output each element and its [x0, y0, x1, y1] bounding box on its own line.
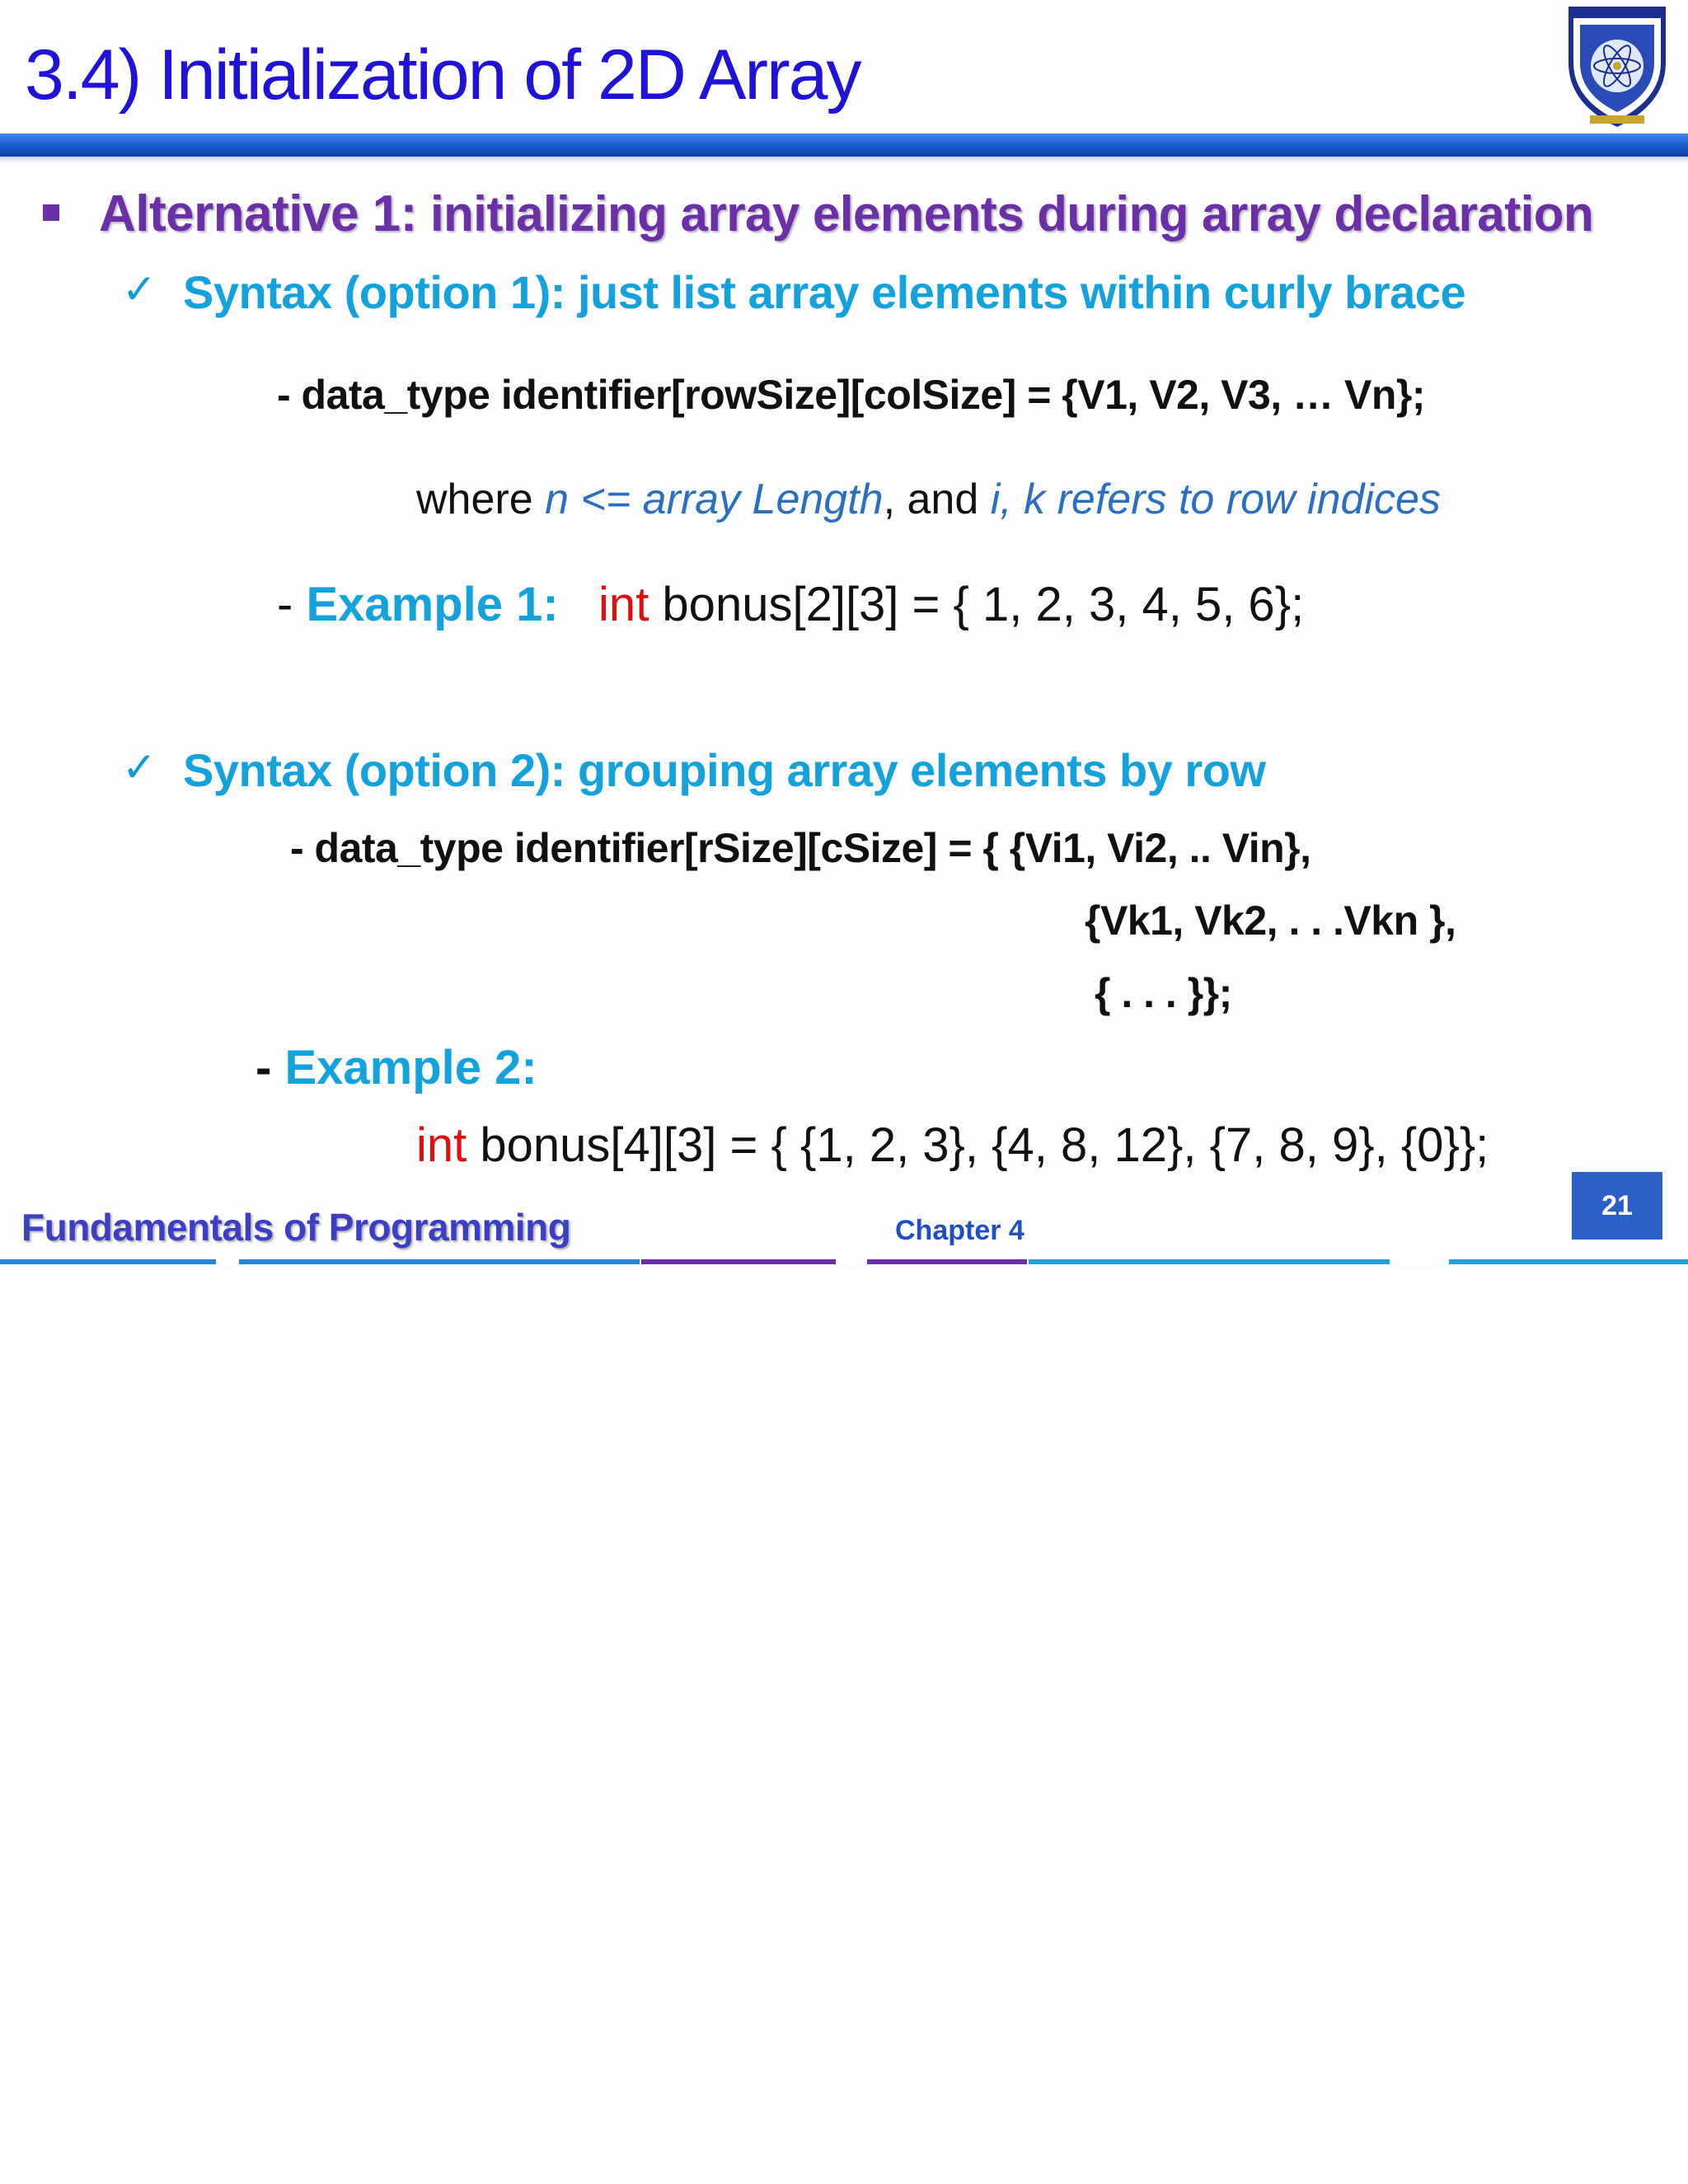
square-bullet-icon	[43, 204, 59, 221]
where-prefix: where	[416, 476, 546, 523]
page-title: 3.4) Initialization of 2D Array	[25, 35, 860, 115]
where-italic-length: n <= array Length	[545, 476, 884, 523]
option2-heading: Syntax (option 2): grouping array elements by row	[183, 744, 1266, 796]
example1-gap	[559, 578, 598, 631]
footer-chapter: Chapter 4	[895, 1215, 1025, 1246]
checkmark-icon: ✓	[122, 266, 157, 312]
example2-code-line	[416, 1118, 1489, 1173]
footer-line-segment	[867, 1259, 1027, 1264]
footer-line-segment	[641, 1259, 836, 1264]
example1	[277, 577, 1304, 632]
example2-keyword: int	[416, 1118, 467, 1172]
alternative-heading	[99, 185, 1593, 243]
alternative-label: Alternative 1:	[99, 185, 417, 242]
option1-syntax: - data_type identifier[rowSize][colSize] = {V1, V2, V3, … Vn};	[277, 372, 1425, 418]
checkmark-icon: ✓	[122, 744, 157, 790]
example2-code: bonus[4][3] = { {1, 2, 3}, {4, 8, 12}, {7, 8, 9}, {0}};	[467, 1118, 1489, 1172]
footer-line-segment	[1449, 1259, 1688, 1264]
where-italic-indices: i, k refers to row indices	[990, 476, 1441, 523]
example1-label: Example 1:	[306, 578, 559, 631]
university-logo	[1560, 5, 1674, 130]
alternative-text: initializing array elements during array declaration	[416, 186, 1594, 241]
example2-heading	[256, 1040, 537, 1095]
where-mid: , and	[883, 476, 991, 523]
footer-line-segment	[1029, 1259, 1390, 1264]
example1-code: bonus[2][3] = { 1, 2, 3, 4, 5, 6};	[649, 578, 1305, 631]
footer-course: Fundamentals of Programming	[21, 1206, 571, 1249]
example1-keyword: int	[598, 578, 649, 631]
header-bar	[0, 134, 1688, 157]
example2-dash: -	[256, 1041, 285, 1094]
example1-dash: -	[277, 578, 307, 631]
page-number: 21	[1572, 1172, 1662, 1240]
option2-syntax-line2: {Vk1, Vk2, . . .Vkn },	[1085, 898, 1456, 944]
example2-label: Example 2:	[284, 1041, 537, 1094]
option2-syntax-line1: - data_type identifier[rSize][cSize] = { {Vi1, Vi2, .. Vin},	[290, 825, 1311, 871]
footer-line-segment	[0, 1259, 216, 1264]
option1-where-note	[416, 475, 1441, 524]
footer-line-segment	[239, 1259, 640, 1264]
option1-heading: Syntax (option 1): just list array elements within curly brace	[183, 266, 1466, 318]
option2-syntax-line3: { . . . }};	[1095, 970, 1232, 1016]
header-bar-shadow	[0, 157, 1688, 163]
